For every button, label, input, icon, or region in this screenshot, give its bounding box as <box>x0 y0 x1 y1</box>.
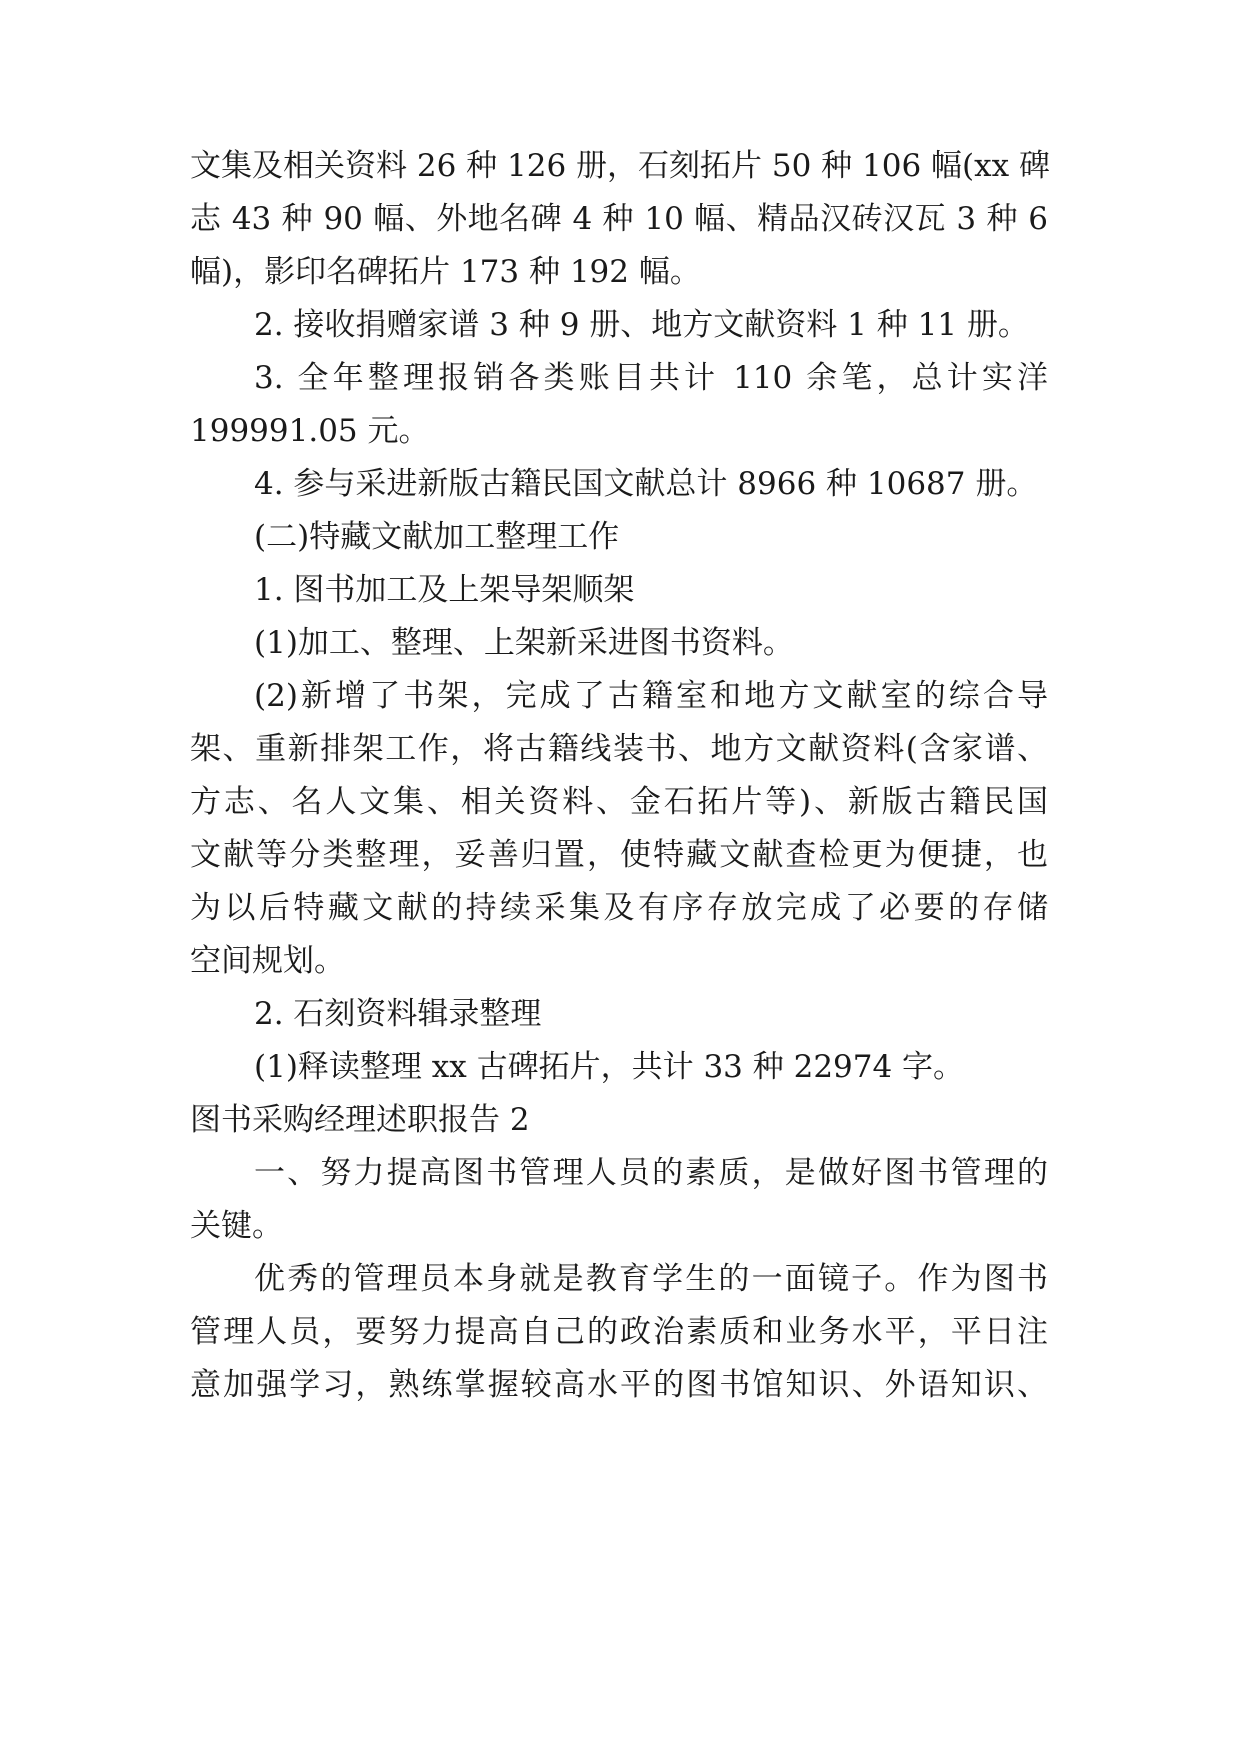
text-line: (1)释读整理 xx 古碑拓片，共计 33 种 22974 字。 <box>254 1049 965 1085</box>
text-line: 管理人员，要努力提高自己的政治素质和业务水平，平日注 <box>190 1314 1048 1350</box>
text-line: 一、努力提高图书管理人员的素质，是做好图书管理的 <box>254 1155 1048 1191</box>
text-line: 意加强学习，熟练掌握较高水平的图书馆知识、外语知识、 <box>190 1367 1048 1403</box>
text-line: 关键。 <box>190 1208 283 1244</box>
text-line: 方志、名人文集、相关资料、金石拓片等)、新版古籍民国 <box>190 784 1048 820</box>
section-heading: (二)特藏文献加工整理工作 <box>254 519 620 555</box>
text-line: 为以后特藏文献的持续采集及有序存放完成了必要的存储 <box>190 890 1048 926</box>
text-line: 幅)，影印名碑拓片 173 种 192 幅。 <box>190 254 701 290</box>
text-line: 2. 接收捐赠家谱 3 种 9 册、地方文献资料 1 种 11 册。 <box>254 307 1029 343</box>
report-title: 图书采购经理述职报告 2 <box>190 1102 530 1138</box>
text-line: 志 43 种 90 幅、外地名碑 4 种 10 幅、精品汉砖汉瓦 3 种 6 <box>190 201 1048 237</box>
text-line: 架、重新排架工作，将古籍线装书、地方文献资料(含家谱、 <box>190 731 1048 767</box>
text-line: (2)新增了书架，完成了古籍室和地方文献室的综合导 <box>254 678 1048 714</box>
text-line: (1)加工、整理、上架新采进图书资料。 <box>254 625 794 661</box>
text-line: 4. 参与采进新版古籍民国文献总计 8966 种 10687 册。 <box>254 466 1038 502</box>
text-line: 空间规划。 <box>190 943 345 979</box>
text-line: 文献等分类整理，妥善归置，使特藏文献查检更为便捷，也 <box>190 837 1048 873</box>
subsection-heading: 2. 石刻资料辑录整理 <box>254 996 542 1032</box>
text-line: 文集及相关资料 26 种 126 册，石刻拓片 50 种 106 幅(xx 碑 <box>190 148 1050 184</box>
text-line: 优秀的管理员本身就是教育学生的一面镜子。作为图书 <box>254 1261 1048 1297</box>
text-line: 3. 全年整理报销各类账目共计 110 余笔，总计实洋 <box>254 360 1048 396</box>
subsection-heading: 1. 图书加工及上架导架顺架 <box>254 572 635 608</box>
text-line: 199991.05 元。 <box>190 413 430 449</box>
